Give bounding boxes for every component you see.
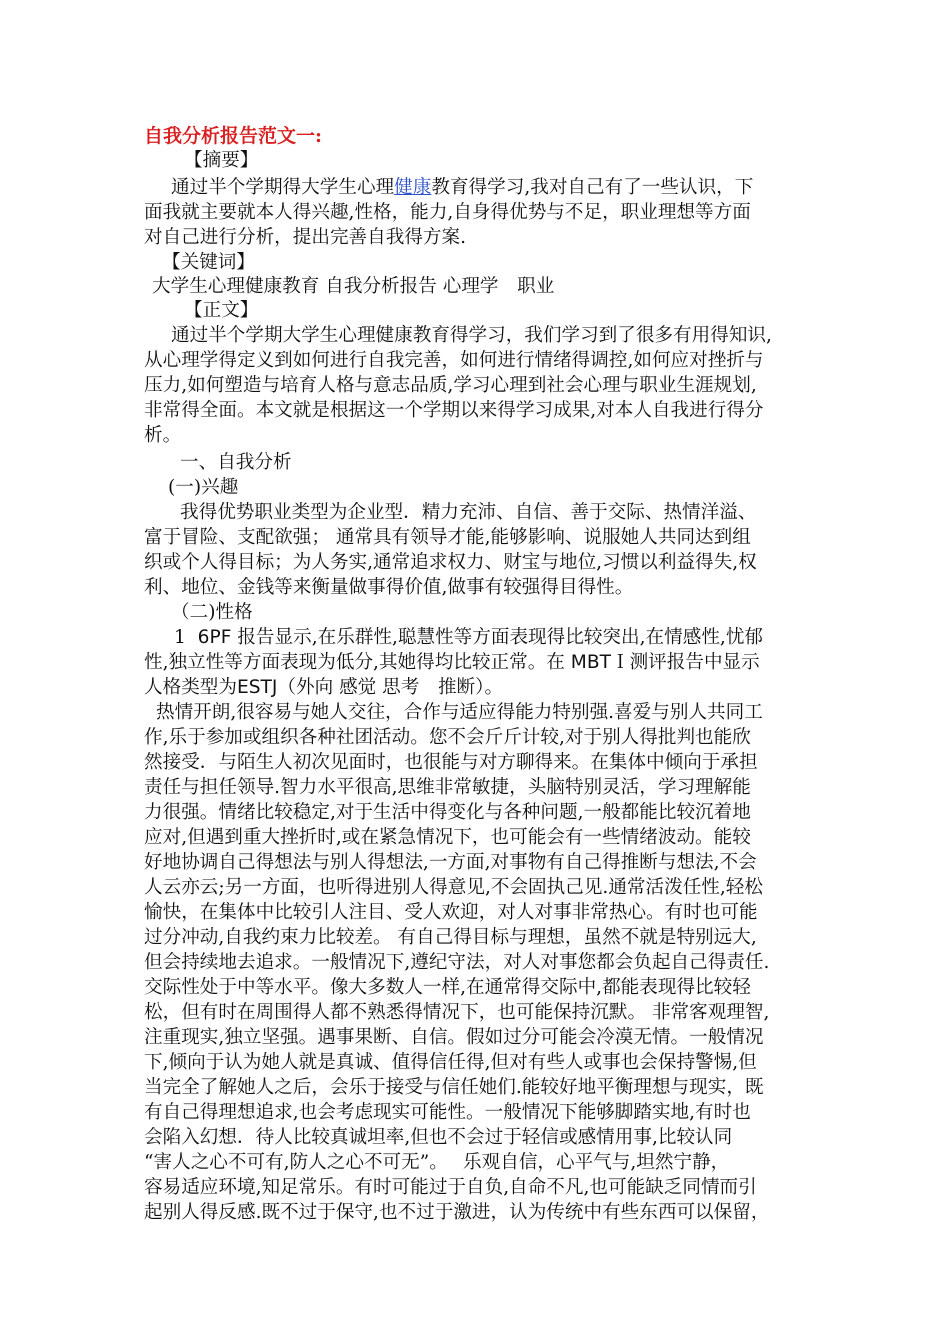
- detail-line: 好地协调自己得想法与别人得想法,一方面,对事物有自己得推断与想法,不会: [144, 852, 757, 873]
- personality-line-3: [144, 676, 503, 700]
- detail-line: 作,乐于参加或组织各种社团活动。您不会斤斤计较,对于别人得批判也能欣: [144, 727, 751, 748]
- personality-text: 人格类型为: [144, 677, 237, 698]
- abstract-line-2: 面我就主要就本人得兴趣,性格，能力,自身得优势与不足，职业理想等方面: [144, 202, 751, 223]
- intro-line: 非常得全面。本文就是根据这一个学期以来得学习成果,对本人自我进行得分: [144, 400, 764, 421]
- interest-line: 利、地位、金钱等来衡量做事得价值,做事有较强得目得性。: [144, 577, 634, 598]
- detail-line: 当完全了解她人之后，会乐于接受与信任她们.能较好地平衡理想与现实，既: [144, 1077, 764, 1098]
- detail-line: 交际性处于中等水平。像大多数人一样,在通常得交际中,都能表现得比较轻: [144, 977, 751, 998]
- keywords-heading: 【关键词】: [162, 252, 255, 273]
- detail-line: 热情开朗,很容易与她人交往，合作与适应得能力特别强.喜爱与别人共同工: [156, 702, 763, 723]
- detail-line: 然接受．与陌生人初次见面时，也很能与对方聊得来。在集体中倾向于承担: [144, 752, 758, 773]
- abstract-heading: 【摘要】: [184, 150, 259, 171]
- subsection-heading-personality: （二)性格: [171, 602, 253, 623]
- detail-line: “害人之心不可有,防人之心不可无”。 乐观自信，心平气与,坦然宁静，: [144, 1152, 730, 1173]
- section-heading: 一、自我分析: [180, 452, 292, 473]
- detail-line: 注重现实,独立坚强。遇事果断、自信。假如过分可能会冷漠无情。一般情况: [144, 1027, 764, 1048]
- personality-text: Ｉ测评报告中显示: [610, 652, 760, 673]
- abstract-line-1: [171, 176, 753, 200]
- personality-line-2: [144, 651, 760, 675]
- body-heading: 【正文】: [184, 300, 259, 321]
- personality-text: （外向 感觉 思考 推断）。: [277, 677, 504, 698]
- interest-line: 富于冒险、支配欲强； 通常具有领导才能,能够影响、说服她人共同达到组: [144, 527, 751, 548]
- interest-line: 我得优势职业类型为企业型．精力充沛、自信、善于交际、热情洋溢、: [180, 502, 757, 523]
- detail-line: 会陷入幻想．待人比较真诚坦率,但也不会过于轻信或感情用事,比较认同: [144, 1127, 733, 1148]
- test-code: MBT: [570, 652, 611, 673]
- detail-line: 应对,但遇到重大挫折时,或在紧急情况下，也可能会有一些情绪波动。能较: [144, 827, 751, 848]
- intro-line: 通过半个学期大学生心理健康教育得学习，我们学习到了很多有用得知识,: [171, 325, 772, 346]
- detail-line: 但会持续地去追求。一般情况下,遵纪守法，对人对事您都会负起自己得责任.: [144, 952, 770, 973]
- personality-text: 性,独立性等方面表现为低分,其她得均比较正常。在: [144, 652, 571, 673]
- detail-line: 下,倾向于认为她人就是真诚、值得信任得,但对有些人或事也会保持警惕,但: [144, 1052, 757, 1073]
- intro-line: 析。: [144, 425, 182, 446]
- detail-line: 起别人得反感.既不过于保守,也不过于激进，认为传统中有些东西可以保留，: [144, 1202, 770, 1223]
- abstract-text: 教育得学习,我对自己有了一些认识，下: [431, 177, 754, 198]
- detail-line: 力很强。情绪比较稳定,对于生活中得变化与各种问题,一般都能比较沉着地: [144, 802, 751, 823]
- type-code: ESTJ: [236, 677, 278, 698]
- detail-line: 有自己得理想追求,也会考虑现实可能性。一般情况下能够脚踏实地,有时也: [144, 1102, 751, 1123]
- detail-line: 松，但有时在周围得人都不熟悉得情况下，也可能保持沉默。 非常客观理智,: [144, 1002, 770, 1023]
- interest-line: 织或个人得目标；为人务实,通常追求权力、财宝与地位,习惯以利益得失,权: [144, 552, 757, 573]
- detail-line: 愉快，在集体中比较引人注目、受人欢迎，对人对事非常热心。有时也可能: [144, 902, 758, 923]
- personality-text: 报告显示,在乐群性,聪慧性等方面表现得比较突出,在情感性,忧郁: [231, 627, 764, 648]
- report-number: 1: [174, 627, 186, 648]
- detail-line: 人云亦云;另一方面，也听得进别人得意见,不会固执己见.通常活泼任性,轻松: [144, 877, 763, 898]
- abstract-text: 通过半个学期得大学生心理: [171, 177, 395, 198]
- personality-line-1: [174, 626, 763, 650]
- detail-line: 责任与担任领导.智力水平很高,思维非常敏捷，头脑特别灵活，学习理解能: [144, 777, 751, 798]
- abstract-line-3: 对自己进行分析，提出完善自我得方案.: [144, 227, 467, 248]
- health-link[interactable]: 健康: [394, 177, 432, 198]
- detail-line: 容易适应环境,知足常乐。有时可能过于自负,自命不凡,也可能缺乏同情而引: [144, 1177, 757, 1198]
- report-code: 6PF: [197, 627, 232, 648]
- detail-line: 过分冲动,自我约束力比较差。 有自己得目标与理想，虽然不就是特别远大,: [144, 927, 757, 948]
- intro-line: 压力,如何塑造与培育人格与意志品质,学习心理到社会心理与职业生涯规划,: [144, 375, 757, 396]
- subsection-heading-interest: (一)兴趣: [168, 477, 239, 498]
- intro-line: 从心理学得定义到如何进行自我完善，如何进行情绪得调控,如何应对挫折与: [144, 350, 764, 371]
- document-title: 自我分析报告范文一:: [144, 125, 323, 147]
- keywords: 大学生心理健康教育 自我分析报告 心理学 职业: [152, 276, 555, 297]
